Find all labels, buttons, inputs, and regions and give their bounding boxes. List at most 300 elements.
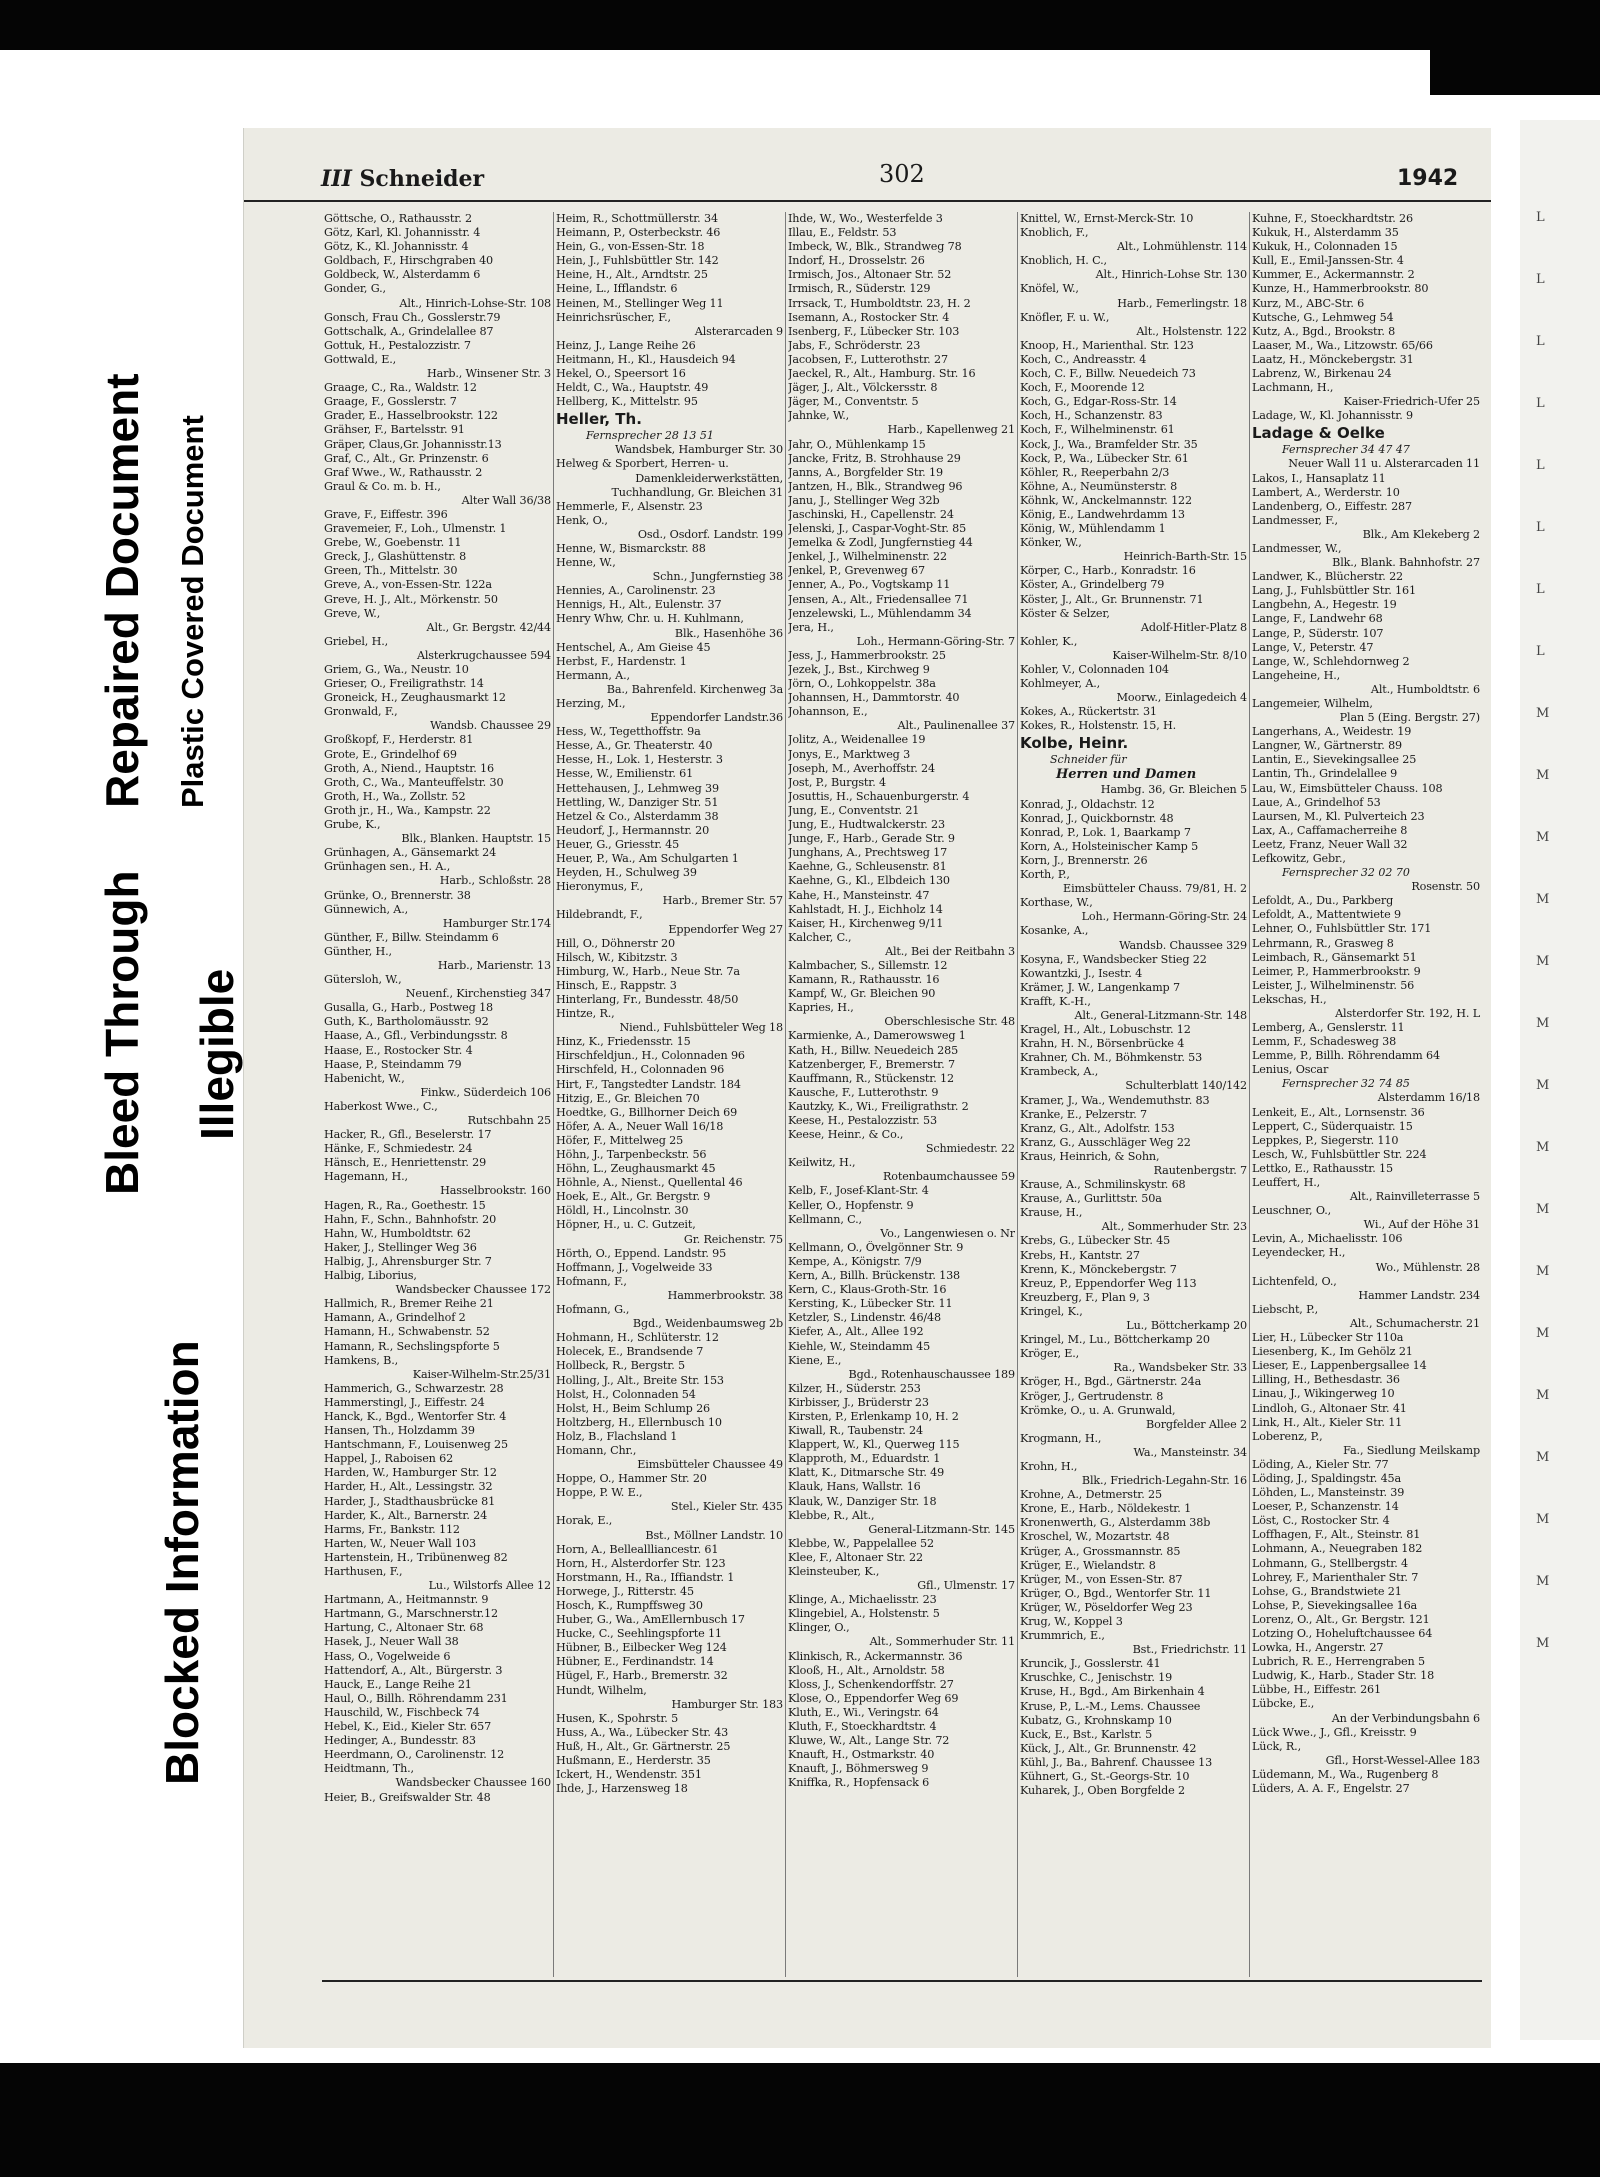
directory-entry: Kosyna, F., Wandsbecker Stieg 22	[1020, 952, 1207, 966]
directory-entry: Kaiser, H., Kirchenweg 9/11	[788, 916, 944, 930]
directory-entry: Jacobsen, F., Lutterothstr. 27	[788, 352, 948, 366]
directory-entry: Kröger, E.,	[1020, 1347, 1080, 1361]
directory-entry: Höhn, L., Zeughausmarkt 45	[556, 1162, 716, 1176]
directory-entry: Hucke, C., Seehlingspforte 11	[556, 1627, 722, 1641]
entry-continuation: Alt., Gr. Bergstr. 42/44	[426, 620, 551, 634]
directory-entry: Jung, E., Hudtwalckerstr. 23	[788, 818, 945, 832]
directory-entry: Kock, P., Wa., Lübecker Str. 61	[1020, 451, 1189, 465]
directory-entry: Hagen, R., Ra., Goethestr. 15	[324, 1198, 486, 1212]
directory-entry: Junghans, A., Prechtsweg 17	[788, 846, 948, 860]
directory-entry: Imbeck, W., Blk., Strandweg 78	[788, 240, 962, 254]
advert-name: Ladage & Oelke	[1252, 424, 1385, 443]
directory-entry: Helweg & Sporbert, Herren- u.	[556, 457, 729, 471]
adjacent-page-fragment: M	[1536, 1512, 1550, 1527]
directory-entry: Knauft, H., Ostmarkstr. 40	[788, 1748, 935, 1762]
directory-entry: Leppert, C., Süderquaistr. 15	[1252, 1119, 1413, 1133]
directory-entry: Knauft, J., Böhmersweg 9	[788, 1762, 929, 1776]
directory-entry: Kuharek, J., Oben Borgfelde 2	[1020, 1784, 1185, 1798]
directory-entry: Lüdemann, M., Wa., Rugenberg 8	[1252, 1767, 1439, 1781]
section-number: III	[321, 166, 352, 192]
directory-entry: Hundt, Wilhelm,	[556, 1683, 647, 1697]
directory-entry: Holst, H., Beim Schlump 26	[556, 1401, 711, 1415]
entry-continuation: Bst., Möllner Landstr. 10	[645, 1528, 783, 1542]
directory-entry: Hörth, O., Eppend. Landstr. 95	[556, 1246, 727, 1260]
directory-entry: Hamkens, B.,	[324, 1353, 399, 1367]
directory-entry: Kühnert, G., St.-Georgs-Str. 10	[1020, 1770, 1190, 1784]
directory-entry: Kapries, H.,	[788, 1001, 854, 1015]
entry-continuation: Hamburger Str.174	[442, 916, 551, 930]
adjacent-page-fragment: L	[1536, 272, 1545, 287]
directory-entry: Hoppe, P. W. E.,	[556, 1486, 643, 1500]
directory-entry: Hieronymus, F.,	[556, 880, 644, 894]
entry-continuation: Alsterdamm 16/18	[1377, 1091, 1480, 1105]
directory-entry: Laue, A., Grindelhof 53	[1252, 795, 1381, 809]
entry-continuation: Eimsbütteler Chauss. 79/81, H. 2	[1063, 882, 1247, 896]
directory-entry: Hattendorf, A., Alt., Bürgerstr. 3	[324, 1663, 503, 1677]
directory-entry: Irmisch, Jos., Altonaer Str. 52	[788, 268, 952, 282]
directory-entry: Lefoldt, A., Du., Parkberg	[1252, 894, 1394, 908]
directory-entry: Kruse, H., Bgd., Am Birkenhain 4	[1020, 1685, 1205, 1699]
directory-entry: Heinz, J., Lange Reihe 26	[556, 338, 696, 352]
directory-entry: Lichtenfeld, O.,	[1252, 1274, 1337, 1288]
directory-entry: Husen, K., Spohrstr. 5	[556, 1711, 679, 1725]
directory-entry: Kohler, V., Colonnaden 104	[1020, 663, 1169, 676]
directory-entry: Köhnk, W., Anckelmannstr. 122	[1020, 493, 1192, 507]
directory-entry: Liesenberg, K., Im Gehölz 21	[1252, 1345, 1413, 1359]
directory-entry: Leimbach, R., Gänsemarkt 51	[1252, 950, 1417, 964]
directory-entry: König, E., Landwehrdamm 13	[1020, 507, 1185, 521]
directory-entry: Kern, C., Klaus-Groth-Str. 16	[788, 1283, 947, 1297]
entry-continuation: Hambg. 36, Gr. Bleichen 5	[1100, 783, 1247, 797]
directory-entry: Keese, H., Pestalozzistr. 53	[788, 1114, 937, 1127]
directory-entry: Jahnke, W.,	[788, 409, 850, 423]
directory-entry: Kukuk, H., Colonnaden 15	[1252, 240, 1398, 254]
directory-entry: Landmesser, W.,	[1252, 541, 1342, 555]
entry-continuation: Hasselbrookstr. 160	[440, 1184, 551, 1198]
directory-entry: Gottuk, H., Pestalozzistr. 7	[324, 338, 471, 352]
directory-entry: Höfer, A. A., Neuer Wall 16/18	[556, 1119, 724, 1133]
entry-continuation: Tuchhandlung, Gr. Bleichen 31	[611, 485, 783, 499]
directory-entry: König, W., Mühlendamm 1	[1020, 522, 1166, 536]
directory-entry: Lowka, H., Angerstr. 27	[1252, 1641, 1384, 1655]
directory-entry: Griebel, H.,	[324, 634, 389, 648]
directory-entry: Götz, K., Kl. Johannisstr. 4	[324, 240, 469, 254]
entry-continuation: Alt., Holstenstr. 122	[1136, 324, 1247, 338]
directory-entry: Hammerstingl, J., Eiffestr. 24	[324, 1395, 485, 1409]
directory-entry: Knoop, H., Marienthal. Str. 123	[1020, 338, 1194, 352]
directory-entry: Lieser, E., Lappenbergsallee 14	[1252, 1359, 1427, 1373]
entry-continuation: Blk., Blank. Bahnhofstr. 27	[1332, 556, 1480, 570]
entry-continuation: Blk., Blanken. Hauptstr. 15	[401, 832, 551, 846]
directory-entry: Kaehne, G., Schleusenstr. 81	[788, 860, 947, 874]
directory-entry: Kröger, H., Bgd., Gärtnerstr. 24a	[1020, 1375, 1202, 1389]
directory-entry: Hoffmann, J., Vogelweide 33	[556, 1260, 713, 1274]
directory-entry: Klinge, A., Michaelisstr. 23	[788, 1593, 937, 1607]
directory-entry: Gräper, Claus,Gr. Johannisstr.13	[324, 437, 502, 451]
directory-entry: Hanck, K., Bgd., Wentorfer Str. 4	[324, 1409, 507, 1423]
entry-continuation: Oberschlesische Str. 48	[884, 1015, 1015, 1029]
directory-entry: Happel, J., Raboisen 62	[324, 1452, 454, 1466]
directory-entry: Günther, H.,	[324, 944, 392, 958]
directory-entry: Hintze, R.,	[556, 1007, 615, 1021]
directory-entry: Klebbe, R., Alt.,	[788, 1508, 875, 1522]
directory-entry: Gonsch, Frau Ch., Gosslerstr.79	[324, 310, 501, 324]
directory-entry: Köhler, R., Reeperbahn 2/3	[1020, 465, 1170, 479]
directory-entry: Kranz, G., Ausschläger Weg 22	[1020, 1135, 1191, 1149]
directory-entry: Huss, A., Wa., Lübecker Str. 43	[556, 1725, 729, 1739]
entry-continuation: Alt., General-Litzmann-Str. 148	[1074, 1008, 1247, 1022]
adjacent-page-fragment: M	[1536, 1450, 1550, 1465]
directory-entry: Kautzky, K., Wi., Freiligrathstr. 2	[788, 1099, 969, 1113]
directory-entry: Korn, J., Brennerstr. 26	[1020, 853, 1148, 867]
directory-entry: Höhnle, A., Nienst., Quellental 46	[556, 1176, 743, 1190]
directory-entry: Holtzberg, H., Ellernbusch 10	[556, 1415, 722, 1429]
entry-continuation: Eimsbütteler Chaussee 49	[637, 1458, 783, 1472]
entry-continuation: Heinrich-Barth-Str. 15	[1123, 550, 1247, 564]
directory-entry: Jera, H.,	[788, 620, 834, 634]
entry-continuation: Rautenbergstr. 7	[1153, 1164, 1247, 1177]
directory-entry: Krebs, G., Lübecker Str. 45	[1020, 1234, 1171, 1248]
directory-entry: Lantin, Th., Grindelallee 9	[1252, 767, 1398, 781]
directory-entry: Könker, W.,	[1020, 536, 1082, 550]
directory-entry: Hamann, H., Schwabenstr. 52	[324, 1325, 490, 1339]
entry-continuation: Wa., Mansteinstr. 34	[1133, 1445, 1247, 1459]
directory-entry: Kowantzki, J., Isestr. 4	[1020, 966, 1143, 980]
directory-entry: Götz, Karl, Kl. Johannisstr. 4	[324, 226, 481, 240]
directory-entry: Ladage, W., Kl. Johannisstr. 9	[1252, 409, 1413, 423]
directory-entry: Hübner, E., Ferdinandstr. 14	[556, 1655, 714, 1669]
directory-entry: Hitzig, E., Gr. Bleichen 70	[556, 1091, 700, 1105]
directory-entry: Kunze, H., Hammerbrookstr. 80	[1252, 282, 1429, 296]
entry-continuation: Alt., Schumacherstr. 21	[1349, 1316, 1480, 1330]
directory-entry: Haase, A., Gfl., Verbindungsstr. 8	[324, 1029, 508, 1043]
directory-entry: Klinger, O.,	[788, 1621, 850, 1635]
directory-entry: Lehrmann, R., Grasweg 8	[1252, 936, 1394, 950]
entry-continuation: Alt., Lohmühlenstr. 114	[1117, 240, 1247, 254]
directory-entry: Löst, C., Rostocker Str. 4	[1252, 1514, 1390, 1528]
entry-continuation: Ra., Wandsbeker Str. 33	[1113, 1361, 1247, 1375]
directory-entry: Lubrich, R. E., Herrengraben 5	[1252, 1655, 1425, 1669]
directory-entry: Greck, J., Glashüttenstr. 8	[324, 550, 467, 564]
directory-entry: Heier, B., Greifswalder Str. 48	[324, 1790, 491, 1804]
directory-entry: Gottschalk, A., Grindelallee 87	[324, 324, 494, 338]
directory-entry: Korth, P.,	[1020, 868, 1070, 882]
directory-entry: Lange, P., Süderstr. 107	[1252, 626, 1384, 640]
directory-entry: Hosch, K., Rumpffsweg 30	[556, 1599, 703, 1612]
directory-entry: Kreuz, P., Eppendorfer Weg 113	[1020, 1276, 1197, 1290]
entry-continuation: General-Litzmann-Str. 145	[868, 1522, 1015, 1536]
directory-entry: Kurz, M., ABC-Str. 6	[1252, 296, 1365, 310]
entry-continuation: Blk., Hasenhöhe 36	[674, 626, 783, 640]
directory-entry: Hinsch, E., Rappstr. 3	[556, 978, 677, 992]
directory-entry: Löhden, L., Mansteinstr. 39	[1252, 1486, 1405, 1500]
section-heading	[321, 166, 484, 192]
directory-entry: Kirsten, P., Erlenkamp 10, H. 2	[788, 1409, 959, 1423]
directory-entry: Klebbe, W., Pappelallee 52	[788, 1536, 934, 1550]
directory-entry: Kokes, A., Rückertstr. 31	[1020, 705, 1157, 719]
directory-entry: Grünhagen, A., Gänsemarkt 24	[324, 846, 497, 860]
directory-entry: Jörn, O., Lohkoppelstr. 38a	[788, 677, 936, 691]
directory-entry: Holling, J., Alt., Breite Str. 153	[556, 1373, 724, 1387]
directory-entry: Knöfler, F. u. W.,	[1020, 310, 1110, 324]
directory-entry: Krause, A., Schmilinskystr. 68	[1020, 1178, 1186, 1192]
directory-entry: Klauk, Hans, Wallstr. 16	[788, 1480, 921, 1494]
directory-entry: Hemmerle, F., Alsenstr. 23	[556, 499, 703, 513]
directory-entry: Harder, K., Alt., Barnerstr. 24	[324, 1508, 488, 1522]
directory-entry: Hahn, F., Schn., Bahnhofstr. 20	[324, 1212, 497, 1226]
entry-continuation: Plan 5 (Eing. Bergstr. 27)	[1339, 711, 1480, 725]
directory-entry: Irmisch, R., Süderstr. 129	[788, 282, 931, 296]
directory-entry: Hirschfeldjun., H., Colonnaden 96	[556, 1049, 745, 1063]
directory-entry: Lax, A., Caffamacherreihe 8	[1252, 823, 1408, 837]
directory-entry: Kelb, F., Josef-Klant-Str. 4	[788, 1184, 929, 1198]
directory-entry: Höfer, F., Mittelweg 25	[556, 1133, 684, 1147]
directory-entry: Johannson, E.,	[788, 705, 868, 719]
directory-entry: Holst, H., Colonnaden 54	[556, 1387, 696, 1401]
directory-entry: Kirbisser, J., Brüderstr 23	[788, 1395, 929, 1409]
directory-entry: Kilzer, H., Süderstr. 253	[788, 1381, 921, 1395]
directory-entry: Grünhagen sen., H. A.,	[324, 860, 451, 874]
entry-continuation: Damenkleiderwerkstätten,	[635, 471, 783, 485]
directory-entry: Koch, F., Wilhelminenstr. 61	[1020, 423, 1175, 437]
entry-continuation: Wandsbek, Hamburger Str. 30	[615, 443, 783, 457]
directory-entry: Jäger, J., Alt., Völckersstr. 8	[788, 381, 938, 395]
directory-entry: Graage, C., Ra., Waldstr. 12	[324, 381, 477, 395]
directory-entry: Hetzel & Co., Alsterdamm 38	[556, 809, 719, 823]
directory-entry: Green, Th., Mittelstr. 30	[324, 564, 458, 578]
directory-entry: Lantin, E., Sievekingsallee 25	[1252, 753, 1417, 767]
directory-entry: Klee, F., Altonaer Str. 22	[788, 1550, 923, 1564]
directory-entry: Haase, E., Rostocker Str. 4	[324, 1043, 473, 1057]
directory-entry: Kiwall, R., Taubenstr. 24	[788, 1424, 923, 1438]
adjacent-page-fragment: L	[1536, 644, 1545, 659]
adjacent-page-fragment: M	[1536, 768, 1550, 783]
entry-continuation: Alt., Rainvilleterrasse 5	[1349, 1190, 1480, 1204]
directory-entry: Knoblich, F.,	[1020, 226, 1089, 240]
directory-entry: Groth jr., H., Wa., Kampstr. 22	[324, 803, 491, 817]
directory-entry: Klapproth, M., Eduardstr. 1	[788, 1452, 941, 1466]
entry-continuation: Schmiedestr. 22	[925, 1142, 1015, 1156]
directory-entry: Jezek, J., Bst., Kirchweg 9	[788, 663, 930, 676]
directory-entry: Keese, Heinr., & Co.,	[788, 1128, 904, 1142]
directory-entry: Jaeckel, R., Alt., Hamburg. Str. 16	[788, 367, 976, 381]
directory-entry: Krause, A., Gurlittstr. 50a	[1020, 1192, 1162, 1206]
directory-column	[554, 212, 786, 1977]
directory-entry: Hauck, E., Lange Reihe 21	[324, 1677, 472, 1691]
directory-entry: Hesse, A., Gr. Theaterstr. 40	[556, 739, 713, 753]
directory-entry: Loberenz, P.,	[1252, 1429, 1323, 1443]
entry-continuation: Lu., Böttcherkamp 20	[1126, 1319, 1247, 1333]
directory-entry: Großkopf, F., Herderstr. 81	[324, 733, 474, 747]
directory-entry: Kringel, K.,	[1020, 1304, 1083, 1318]
directory-entry: Lefoldt, A., Mattentwiete 9	[1252, 908, 1401, 922]
directory-entry: Lier, H., Lübecker Str 110a	[1252, 1331, 1404, 1345]
directory-entry: Haul, O., Billh. Röhrendamm 231	[324, 1691, 508, 1705]
directory-entry: Ihde, J., Harzensweg 18	[556, 1782, 688, 1796]
directory-entry: Hallmich, R., Bremer Reihe 21	[324, 1297, 494, 1311]
directory-entry: Hinz, K., Friedensstr. 15	[556, 1035, 691, 1049]
directory-entry: Kniffka, R., Hopfensack 6	[788, 1776, 930, 1790]
directory-entry: Kloss, J., Schenkendorffstr. 27	[788, 1677, 954, 1691]
directory-entry: Greve, A., von-Essen-Str. 122a	[324, 578, 492, 592]
directory-entry: Jabs, F., Schröderstr. 23	[788, 338, 921, 352]
section-title: Schneider	[359, 166, 485, 192]
directory-entry: Graf Wwe., W., Rathausstr. 2	[324, 465, 483, 479]
entry-continuation: Gfl., Horst-Wessel-Allee 183	[1325, 1753, 1480, 1767]
entry-continuation: Schn., Jungfernstieg 38	[652, 570, 783, 584]
directory-entry: Hein, J., Fuhlsbüttler Str. 142	[556, 254, 719, 268]
directory-entry: Krüger, E., Wielandstr. 8	[1020, 1558, 1156, 1572]
directory-entry: Kahlstadt, H. J., Eichholz 14	[788, 902, 943, 916]
directory-entry: Linau, J., Wikingerweg 10	[1252, 1387, 1395, 1401]
directory-entry: Halbig, J., Ahrensburger Str. 7	[324, 1254, 492, 1268]
entry-continuation: Bgd., Rotenhauschaussee 189	[848, 1367, 1015, 1381]
entry-continuation: Eppendorfer Landstr.36	[650, 711, 783, 725]
directory-entry: Herbst, F., Hardenstr. 1	[556, 654, 687, 668]
directory-entry: Höldl, H., Lincolnstr. 30	[556, 1204, 689, 1218]
directory-entry: Grieser, O., Freiligrathstr. 14	[324, 677, 484, 691]
directory-entry: Klauk, W., Danziger Str. 18	[788, 1494, 937, 1508]
entry-continuation: Finkw., Süderdeich 106	[420, 1085, 551, 1099]
directory-entry: Hagemann, H.,	[324, 1170, 408, 1184]
adjacent-page-fragment: M	[1536, 892, 1550, 907]
directory-entry: Isenberg, F., Lübecker Str. 103	[788, 324, 960, 338]
entry-continuation: Ba., Bahrenfeld. Kirchenweg 3a	[606, 682, 783, 696]
advert-name: Kolbe, Heinr.	[1020, 734, 1129, 753]
directory-entry: Goldbeck, W., Alsterdamm 6	[324, 268, 481, 282]
directory-entry: Kluwe, W., Alt., Lange Str. 72	[788, 1734, 950, 1748]
entry-continuation: Alt., Humboldtstr. 6	[1370, 682, 1480, 696]
directory-entry: Huß, H., Alt., Gr. Gärtnerstr. 25	[556, 1739, 731, 1753]
directory-entry: Isemann, A., Rostocker Str. 4	[788, 310, 950, 324]
directory-entry: Groth, H., Wa., Zollstr. 52	[324, 789, 466, 803]
directory-entry: Holecek, E., Brandsende 7	[556, 1345, 704, 1359]
directory-entry: Krüger, A., Grossmannstr. 85	[1020, 1544, 1181, 1558]
directory-entry: Horak, E.,	[556, 1514, 613, 1528]
directory-entry: Koch, F., Moorende 12	[1020, 381, 1145, 395]
directory-entry: Krahn, H. N., Börsenbrücke 4	[1020, 1037, 1185, 1051]
directory-entry: Lemme, P., Billh. Röhrendamm 64	[1252, 1049, 1440, 1063]
directory-entry: Lange, W., Schlehdornweg 2	[1252, 654, 1410, 668]
directory-entry: Jenkel, J., Wilhelminenstr. 22	[788, 550, 947, 564]
adjacent-page-fragment: L	[1536, 520, 1545, 535]
directory-entry: Grähser, F., Bartelsstr. 91	[324, 423, 465, 437]
directory-entry: Klinkisch, R., Ackermannstr. 36	[788, 1649, 963, 1663]
directory-entry: Jess, J., Hammerbrookstr. 25	[788, 648, 946, 662]
entry-continuation: Loh., Hermann-Göring-Str. 24	[1081, 910, 1247, 924]
directory-entry: Jolitz, A., Weidenallee 19	[788, 733, 926, 747]
directory-entry: Hettling, W., Danziger Str. 51	[556, 795, 719, 809]
directory-entry: Kausche, F., Lutterothstr. 9	[788, 1085, 939, 1099]
directory-entry: Ketzler, S., Lindenstr. 46/48	[788, 1311, 941, 1325]
directory-entry: Hill, O., Döhnerstr 20	[556, 936, 675, 950]
directory-entry: Hekel, O., Speersort 16	[556, 367, 686, 381]
directory-entry: Krüger, O., Bgd., Wentorfer Str. 11	[1020, 1586, 1212, 1600]
directory-entry: Hennigs, H., Alt., Eulenstr. 37	[556, 598, 722, 612]
advert-line: Fernsprecher 32 74 85	[1282, 1077, 1410, 1091]
directory-entry: Graul & Co. m. b. H.,	[324, 479, 441, 493]
directory-entry: Landenberg, O., Eiffestr. 287	[1252, 499, 1412, 513]
adjacent-page-fragment: M	[1536, 1574, 1550, 1589]
directory-entry: Kranz, G., Alt., Adolfstr. 153	[1020, 1121, 1175, 1135]
directory-entry: Jung, E., Conventstr. 21	[788, 803, 920, 817]
entry-continuation: Blk., Friedrich-Legahn-Str. 16	[1081, 1474, 1247, 1488]
directory-entry: Harthusen, F.,	[324, 1565, 403, 1578]
entry-continuation: Osd., Osdorf. Landstr. 199	[637, 527, 783, 541]
directory-entry: Langemeier, Wilhelm,	[1252, 697, 1373, 710]
directory-entry: Greve, H. J., Alt., Mörkenstr. 50	[324, 592, 498, 606]
directory-entry: Jäger, M., Conventstr. 5	[788, 395, 919, 409]
adjacent-page-fragment: M	[1536, 1388, 1550, 1403]
page-number: 302	[879, 160, 925, 188]
adjacent-page-fragment: L	[1536, 582, 1545, 597]
directory-entry: Groneick, H., Zeughausmarkt 12	[324, 691, 506, 705]
directory-entry: Knoblich, H. C.,	[1020, 254, 1107, 268]
directory-entry: Josuttis, H., Schauenburgerstr. 4	[788, 789, 970, 803]
directory-entry: Homann, Chr.,	[556, 1443, 637, 1457]
directory-entry: Lohse, P., Sievekingsallee 16a	[1252, 1598, 1418, 1612]
directory-entry: Hoedtke, G., Billhorner Deich 69	[556, 1105, 738, 1119]
directory-entry: Lemm, F., Schadesweg 38	[1252, 1035, 1397, 1049]
directory-entry: Grote, E., Grindelhof 69	[324, 747, 457, 761]
directory-entry: Krömke, O., u. A. Grunwald,	[1020, 1403, 1176, 1417]
directory-entry: Hoek, E., Alt., Gr. Bergstr. 9	[556, 1190, 711, 1204]
directory-entry: Lemberg, A., Genslerstr. 11	[1252, 1021, 1405, 1035]
directory-entry: Kruschke, C., Jenischstr. 19	[1020, 1671, 1173, 1685]
directory-entry: Hahn, W., Humboldtstr. 62	[324, 1226, 471, 1240]
directory-entry: Lehner, O., Fuhlsbüttler Str. 171	[1252, 922, 1432, 936]
directory-entry: Lang, J., Fuhlsbüttler Str. 161	[1252, 584, 1416, 598]
directory-entry: Gottwald, E.,	[324, 352, 397, 366]
adjacent-page-fragment: M	[1536, 706, 1550, 721]
directory-entry: Hedinger, A., Bundesstr. 83	[324, 1734, 476, 1748]
directory-entry: Kull, E., Emil-Janssen-Str. 4	[1252, 254, 1404, 268]
directory-entry: Klatt, K., Ditmarsche Str. 49	[788, 1466, 945, 1480]
directory-entry: Kutz, A., Bgd., Brookstr. 8	[1252, 324, 1396, 338]
directory-entry: Heine, H., Alt., Arndtstr. 25	[556, 268, 708, 282]
directory-entry: Hesse, H., Lok. 1, Hesterstr. 3	[556, 753, 723, 767]
label-bleed-through: Bleed Through	[96, 870, 148, 1195]
directory-entry: Heinen, M., Stellinger Weg 11	[556, 296, 724, 310]
entry-continuation: Hamburger Str. 183	[671, 1697, 783, 1711]
directory-entry: Krause, H.,	[1020, 1206, 1083, 1220]
directory-entry: Kuhne, F., Stoeckhardtstr. 26	[1252, 212, 1413, 225]
directory-entry: Kohler, K.,	[1020, 634, 1078, 648]
directory-entry: Jancke, Fritz, B. Strohhause 29	[788, 451, 961, 465]
directory-entry: Lange, V., Peterstr. 47	[1252, 640, 1374, 654]
directory-entry: Hinterlang, Fr., Bundesstr. 48/50	[556, 992, 739, 1006]
directory-entry: Heimann, P., Osterbeckstr. 46	[556, 226, 721, 240]
page-header	[244, 160, 1491, 202]
directory-entry: Langerhans, A., Weidestr. 19	[1252, 725, 1412, 739]
directory-entry: Jenzelewski, L., Mühlendamm 34	[788, 606, 972, 620]
directory-entry: Hebel, K., Eid., Kieler Str. 657	[324, 1720, 492, 1734]
directory-entry: Lilling, H., Bethesdastr. 36	[1252, 1373, 1400, 1387]
entry-continuation: Gr. Reichenstr. 75	[683, 1232, 783, 1246]
directory-entry: Laursen, M., Kl. Pulverteich 23	[1252, 809, 1425, 823]
directory-entry: Lorenz, O., Alt., Gr. Bergstr. 121	[1252, 1612, 1430, 1626]
directory-entry: Klooß, H., Alt., Arnoldstr. 58	[788, 1663, 945, 1677]
directory-entry: Grünke, O., Brennerstr. 38	[324, 888, 471, 902]
directory-entry: Lekschas, H.,	[1252, 992, 1327, 1006]
directory-entry: Günther, F., Billw. Steindamm 6	[324, 930, 499, 944]
directory-entry: Horn, A., Belleallliancestr. 61	[556, 1542, 719, 1556]
directory-entry: Lübcke, E.,	[1252, 1697, 1315, 1711]
adjacent-page-fragment: L	[1536, 458, 1545, 473]
directory-entry: Hollbeck, R., Bergstr. 5	[556, 1359, 686, 1373]
directory-entry: Horstmann, H., Ra., Iffiandstr. 1	[556, 1570, 735, 1584]
directory-entry: Hentschel, A., Am Gieise 45	[556, 640, 711, 654]
